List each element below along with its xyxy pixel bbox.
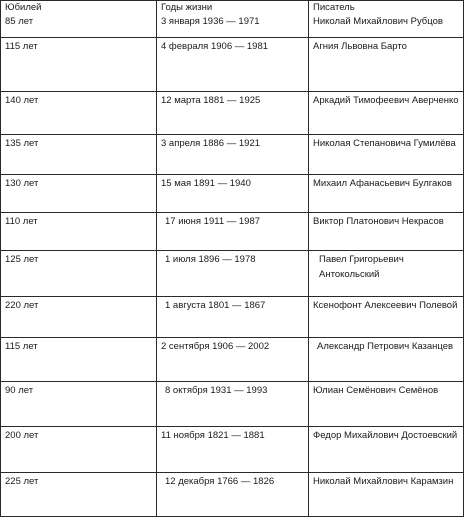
dates-cell: 12 декабря 1766 — 1826 [157,473,309,517]
table-row [1,1,464,38]
dates-cell: 4 февраля 1906 — 1981 [157,38,309,92]
jubilee-cell [1,1,157,38]
jubilee-cell: 130 лет [1,175,157,213]
table-row [1,135,464,175]
dates-cell: 12 марта 1881 — 1925 [157,92,309,135]
writer-cell: Юлиан Семёнович Семёнов [309,382,464,427]
dates-cell: 3 апреля 1886 — 1921 [157,135,309,175]
table-row [1,427,464,473]
header-dates: Годы жизни [161,2,213,13]
writer-cell: Михаил Афанасьевич Булгаков [309,175,464,213]
header-writer: Писатель [313,2,355,13]
dates-cell: 2 сентября 1906 — 2002 [157,338,309,382]
jubilee-cell: 115 лет [1,338,157,382]
jubilee-cell: 110 лет [1,213,157,251]
table-row [1,382,464,427]
table-row [1,38,464,92]
writer-cell: Александр Петрович Казанцев [309,338,464,382]
dates-cell [157,1,309,38]
dates-cell: 15 мая 1891 — 1940 [157,175,309,213]
jubilee-cell: 90 лет [1,382,157,427]
dates-cell: 17 июня 1911 — 1987 [157,213,309,251]
jubilee-cell: 125 лет [1,251,157,297]
jubilee-cell: 225 лет [1,473,157,517]
writer-cell: Виктор Платонович Некрасов [309,213,464,251]
dates-value: 3 января 1936 — 1971 [161,16,260,27]
table-row [1,473,464,517]
writer-cell: Аркадий Тимофеевич Аверченко [309,92,464,135]
table-row [1,92,464,135]
table-row [1,251,464,297]
writer-cell: Агния Львовна Барто [309,38,464,92]
jubilee-cell: 115 лет [1,38,157,92]
jubilee-cell: 140 лет [1,92,157,135]
dates-cell: 11 ноября 1821 — 1881 [157,427,309,473]
writer-value: Николай Михайлович Рубцов [313,16,443,27]
jubilee-value: 85 лет [5,16,34,27]
header-jubilee: Юбилей [5,2,42,13]
writer-cell [309,1,464,38]
table-row [1,213,464,251]
table-body [1,1,464,517]
writer-cell: Ксенофонт Алексеевич Полевой [309,297,464,338]
writer-cell: Николай Михайлович Карамзин [309,473,464,517]
jubilee-cell: 200 лет [1,427,157,473]
writer-cell: Павел Григорьевич Антокольский [309,251,464,297]
dates-cell: 1 июля 1896 — 1978 [157,251,309,297]
table-row [1,175,464,213]
writer-cell: Федор Михайлович Достоевский [309,427,464,473]
table-row [1,338,464,382]
jubilee-cell: 135 лет [1,135,157,175]
dates-cell: 1 августа 1801 — 1867 [157,297,309,338]
table-row [1,297,464,338]
writer-cell: Николая Степановича Гумилёва [309,135,464,175]
jubilee-cell: 220 лет [1,297,157,338]
dates-cell: 8 октября 1931 — 1993 [157,382,309,427]
